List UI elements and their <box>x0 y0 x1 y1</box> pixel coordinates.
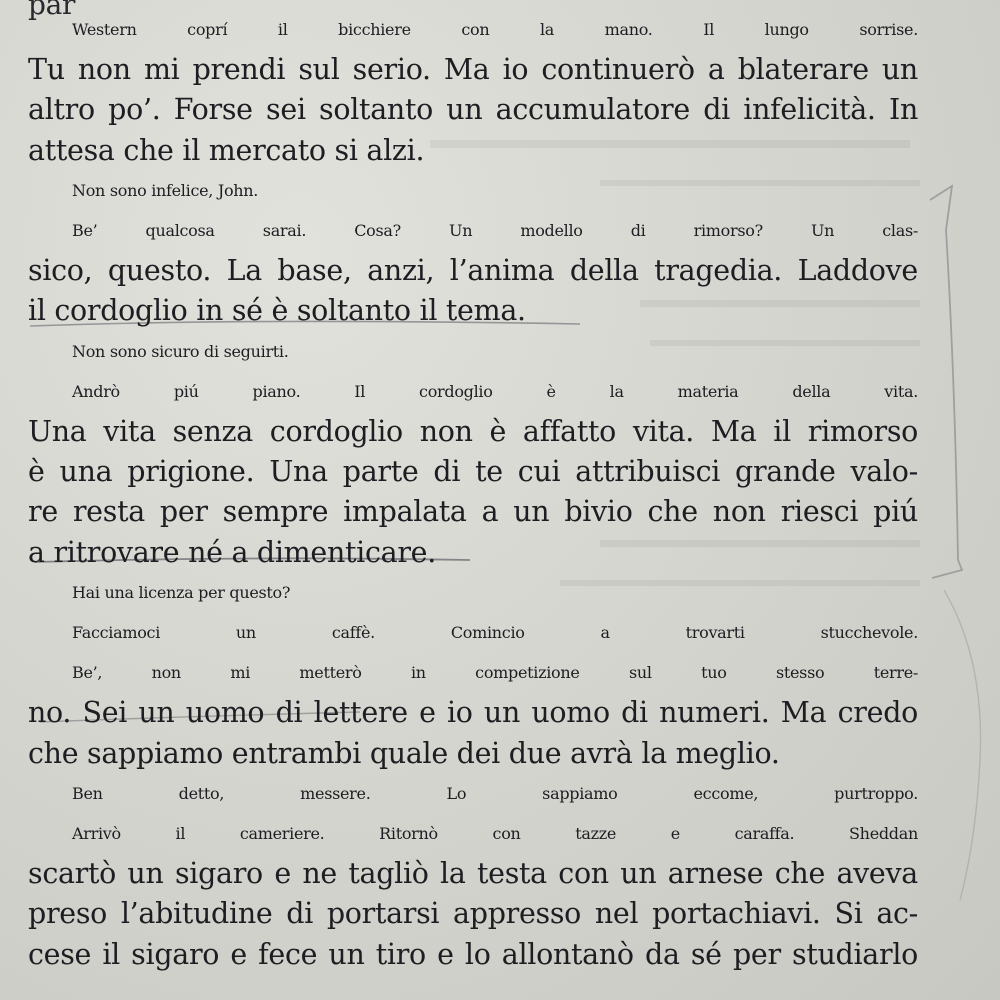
text-line: Facciamoci un caffè. Comincio a trovarti stucchevole. <box>72 623 918 643</box>
cut-off-previous-line: par <box>28 0 76 21</box>
text-line: preso l’abitudine di portarsi appresso nel portachiavi. Si ac- <box>28 897 918 931</box>
text-line: cese il sigaro e fece un tiro e lo allontanò da sé per studiarlo <box>28 937 918 971</box>
text-line: che sappiamo entrambi quale dei due avrà la meglio. <box>28 736 780 770</box>
text-line: a ritrovare né a dimenticare. <box>28 535 436 569</box>
text-line: il cordoglio in sé è soltanto il tema. <box>28 294 526 328</box>
text-line: re resta per sempre impalata a un bivio che non riesci piú <box>28 495 918 529</box>
text-line: no. Sei un uomo di lettere e io un uomo di numeri. Ma credo <box>28 696 918 730</box>
text-line: Be’ qualcosa sarai. Cosa? Un modello di rimorso? Un clas- <box>72 221 918 241</box>
text-line: scartò un sigaro e ne tagliò la testa con un arnese che aveva <box>28 857 918 891</box>
text-line: sico, questo. La base, anzi, l’anima della tragedia. Laddove <box>28 254 918 288</box>
text-line: attesa che il mercato si alzi. <box>28 133 425 167</box>
text-line: è una prigione. Una parte di te cui attribuisci grande valo- <box>28 455 918 489</box>
text-line: Hai una licenza per questo? <box>72 582 291 602</box>
pencil-margin-bracket <box>930 186 962 578</box>
text-line: altro po’. Forse sei soltanto un accumulatore di infelicità. In <box>28 93 918 127</box>
text-line: Western coprí il bicchiere con la mano. Il lungo sorrise. <box>72 20 918 39</box>
text-line: Non sono infelice, John. <box>72 180 259 200</box>
text-line: Tu non mi prendi sul serio. Ma io continuerò a blaterare un <box>28 53 918 87</box>
book-text <box>28 0 918 975</box>
pencil-margin-stroke <box>944 590 981 900</box>
text-line: Be’, non mi metterò in competizione sul tuo stesso terre- <box>72 663 918 683</box>
text-line: Ben detto, messere. Lo sappiamo eccome, purtroppo. <box>72 783 918 803</box>
text-line: Una vita senza cordoglio non è affatto vita. Ma il rimorso <box>28 415 918 449</box>
text-line: Arrivò il cameriere. Ritornò con tazze e caraffa. Sheddan <box>72 824 918 844</box>
text-line: Andrò piú piano. Il cordoglio è la materia della vita. <box>72 381 918 401</box>
text-line: Non sono sicuro di seguirti. <box>72 341 289 361</box>
